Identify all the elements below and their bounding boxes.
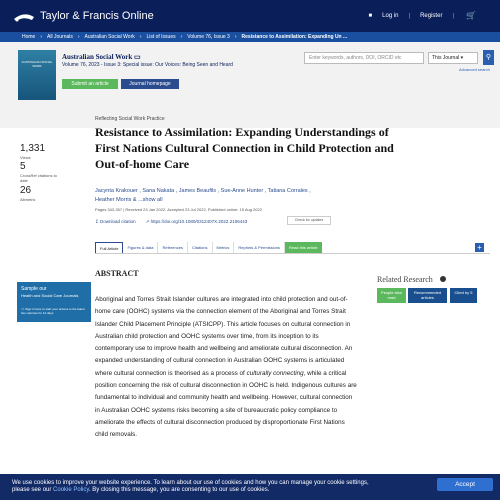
chevron-down-icon: ▾ — [460, 55, 464, 61]
author-list — [95, 187, 415, 205]
open-access-icon: ▭ — [134, 53, 141, 61]
authors-line-1[interactable]: Jacynta Krakouer , Sana Nakata , James Beaufils , Sue-Anne Hunter , Tatiana Corrales , — [95, 188, 311, 194]
views-count: 1,331 — [20, 143, 46, 154]
journal-title[interactable]: Australian Social Work ▭ — [62, 53, 141, 61]
tab-reprints-permissions[interactable]: Reprints & Permissions — [234, 242, 285, 253]
article-tabs — [95, 242, 322, 253]
promo-banner[interactable] — [17, 282, 91, 322]
citations-count[interactable]: 5 — [20, 161, 26, 172]
site-brand-name: Taylor & Francis Online — [40, 10, 154, 22]
cookie-banner — [0, 474, 500, 500]
site-logo[interactable] — [12, 9, 154, 23]
breadcrumb-current: Resistance to Assimilation: Expanding Un ... — [241, 34, 348, 40]
chevron-right-icon: › — [180, 34, 183, 40]
chevron-right-icon: › — [40, 34, 43, 40]
info-icon[interactable] — [440, 276, 446, 282]
altmetric-count[interactable]: 26 — [20, 185, 32, 196]
breadcrumb — [0, 32, 500, 42]
tab-metrics[interactable]: Metrics — [213, 242, 235, 253]
journal-issue[interactable]: Volume 76, 2023 - Issue 3: Special issue: Our Voices: Being Seen and Heard — [62, 62, 233, 68]
cited-by-tab[interactable]: Cited by 5 — [450, 288, 477, 303]
promo-body: >> Sign in here to start your access to the latest two volumes for 14 days — [21, 307, 85, 315]
tab-full-article[interactable]: Full Article — [95, 242, 123, 254]
read-this-article-button[interactable]: Read this article — [285, 242, 322, 253]
search-icon: ⚲ — [485, 54, 492, 61]
article-type: Reflecting Social Work Practice — [95, 116, 165, 122]
breadcrumb-home[interactable]: Home — [22, 34, 36, 40]
register-link[interactable]: Register — [420, 13, 443, 19]
check-for-updates-badge[interactable]: Check for updates — [287, 216, 331, 225]
article-dates: Pages 343-357 | Received 23 Jan 2022, Accepted 23 Jul 2022, Published online: 15 Aug 2022 — [95, 207, 262, 212]
breadcrumb-list-of-issues[interactable]: List of Issues — [146, 34, 176, 40]
search-button[interactable] — [483, 50, 494, 65]
promo-title: Sample our — [21, 286, 47, 292]
link-icon: ↗ — [145, 219, 150, 224]
article-title: Resistance to Assimilation: Expanding Understandings of First Nations Cultural Connection in Child Protection and Out-of-home Care — [95, 125, 394, 171]
views-label: Views — [20, 155, 31, 160]
login-link[interactable]: Log in — [382, 13, 399, 19]
abstract-heading: ABSTRACT — [95, 269, 139, 278]
lamp-icon — [12, 9, 36, 23]
citations-label: CrossRef citations to date — [20, 173, 57, 183]
breadcrumb-journal[interactable]: Australian Social Work — [84, 34, 135, 40]
article-links — [95, 219, 247, 225]
cart-icon[interactable]: 🛒 — [466, 11, 476, 20]
download-icon: ↧ — [95, 219, 99, 224]
tab-figures-data[interactable]: Figures & data — [123, 242, 158, 253]
tab-references[interactable]: References — [158, 242, 187, 253]
submit-article-button[interactable]: Submit an article — [62, 79, 118, 89]
breadcrumb-issue[interactable]: Volume 76, Issue 3 — [187, 34, 230, 40]
recommended-articles-tab[interactable]: Recommended articles — [408, 288, 447, 303]
download-citation-link[interactable]: ↧ Download citation — [95, 219, 136, 224]
accept-cookies-button[interactable]: Accept — [437, 478, 493, 491]
authors-line-2[interactable]: Heather Morris & ...show all — [95, 197, 163, 203]
altmetric-label: Altmetric — [20, 197, 36, 202]
cookie-message: We use cookies to improve your website experience. To learn about our use of cookies and how you can manage your cookie settings, please see our Cookie Policy. By closing this message, you are consenting to our use of cookies. — [12, 480, 369, 493]
people-also-read-tab[interactable]: People also read — [377, 288, 406, 303]
breadcrumb-all-journals[interactable]: All Journals — [47, 34, 73, 40]
chevron-right-icon: › — [234, 34, 237, 40]
related-research-heading: Related Research — [377, 275, 433, 284]
expand-plus-icon[interactable]: + — [475, 243, 484, 252]
tab-citations[interactable]: Citations — [188, 242, 213, 253]
doi-link[interactable]: ↗ https://doi.org/10.1080/0312407X.2022.2106443 — [145, 219, 248, 224]
divider: | — [452, 13, 454, 19]
promo-subtitle: Health and Social Care Journals — [21, 293, 79, 298]
chevron-right-icon: › — [77, 34, 80, 40]
tab-divider — [95, 253, 490, 254]
search-input[interactable]: Enter keywords, authors, DOI, ORCID etc — [304, 52, 424, 64]
journal-homepage-button[interactable]: Journal homepage — [121, 79, 179, 89]
account-links — [369, 13, 454, 19]
chevron-right-icon: › — [139, 34, 142, 40]
divider: | — [408, 13, 411, 19]
search-scope-select[interactable]: This Journal ▾ — [428, 52, 478, 64]
abstract-text: Aboriginal and Torres Strait Islander cultures are integrated into child protection and out-of-home care (OOHC) systems via the connection element of the Aboriginal and Torres Strait Islander Child Placement Principle (ATSICPP). This article focuses on cultural connection in Australian child protection and OOHC systems over time, from its inception to its contemporary use to improve health and wellbeing and ameliorate cultural disconnection. An expanded understanding of cultural connection in Australian OOHC systems is articulated where cultural connection is theorised as a process of culturally connecting, while a critical position concerning the risk of cultural disconnection in OOHC is held. Indigenous cultures are fundamental to individual and community health and wellbeing. However, cultural connection in Australian OOHC systems risks becoming a site of bureaucratic policy compliance to ameliorate the effects of cultural disconnection produced by disproportionate First Nations child removals. — [95, 296, 357, 439]
user-icon: ■ — [368, 13, 373, 19]
cookie-policy-link[interactable]: Cookie Policy — [53, 487, 89, 493]
journal-cover-image[interactable]: AUSTRALIAN SOCIAL WORK — [18, 50, 56, 100]
advanced-search-link[interactable]: Advanced search — [459, 67, 490, 72]
